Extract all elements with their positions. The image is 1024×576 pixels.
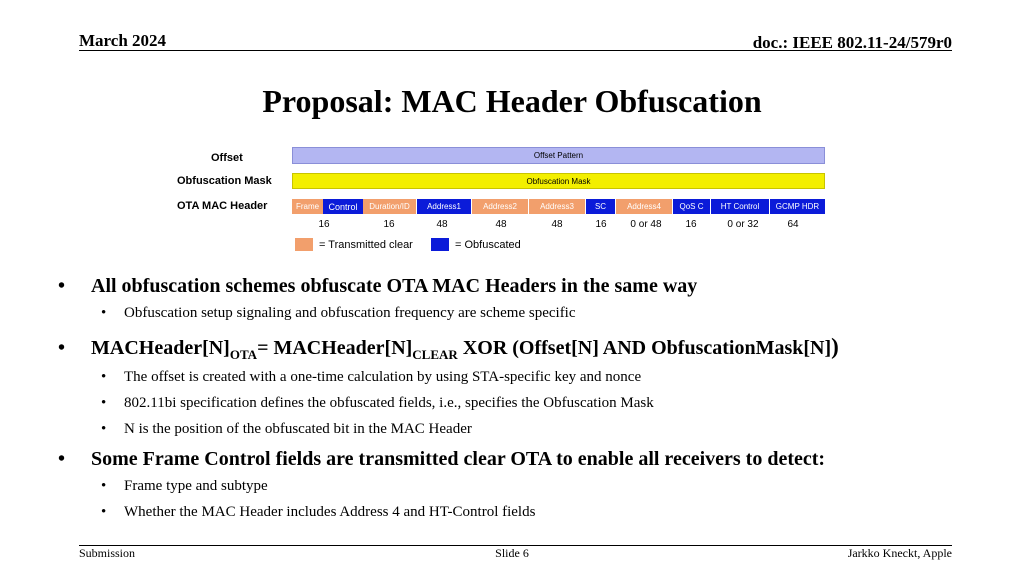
- footer-slide-number: Slide 6: [495, 546, 529, 560]
- field-frame-clear: Frame: [292, 199, 323, 214]
- row-label-offset: Offset: [211, 152, 243, 164]
- bits-address4: 0 or 48: [630, 219, 662, 230]
- header-date: March 2024: [79, 31, 167, 50]
- bullet-2-1-text: The offset is created with a one-time calculation by using STA-specific key and nonce: [124, 369, 642, 385]
- formula-part: XOR (Offset[N] AND ObfuscationMask[N]: [457, 337, 832, 359]
- formula-part: = MACHeader[N]: [257, 337, 413, 359]
- bullet-marker: •: [58, 448, 66, 470]
- legend-clear-label: = Transmitted clear: [319, 238, 413, 251]
- field-address2: Address2: [472, 199, 529, 214]
- formula-sub-ota: OTA: [229, 347, 258, 362]
- bullet-marker: •: [101, 478, 107, 494]
- field-duration-id: Duration/ID: [363, 199, 417, 214]
- footer-submission: Submission: [79, 546, 136, 560]
- formula-close-paren: ): [831, 334, 839, 359]
- bullet-marker: •: [101, 395, 107, 411]
- bullet-3-text: Some Frame Control fields are transmitted clear OTA to enable all receivers to detect:: [91, 448, 826, 470]
- ota-mac-header-fields: [292, 199, 825, 214]
- field-qos-control: QoS C: [673, 199, 711, 214]
- bullet-marker: •: [58, 337, 66, 359]
- bullet-2: [58, 334, 839, 363]
- bits-address3: 48: [551, 219, 563, 230]
- bullet-2-1: [101, 369, 641, 386]
- formula-sub-clear: CLEAR: [412, 347, 458, 362]
- bits-ht-control: 0 or 32: [727, 219, 759, 230]
- field-gcmp-hdr: GCMP HDR: [770, 199, 825, 214]
- bullet-marker: •: [101, 305, 107, 321]
- bits-gcmp: 64: [787, 219, 799, 230]
- field-control-obfuscated: Control: [323, 199, 363, 214]
- formula-part: MACHeader[N]: [91, 337, 230, 359]
- field-address1: Address1: [417, 199, 472, 214]
- bullet-marker: •: [58, 275, 66, 297]
- bullet-marker: •: [101, 421, 107, 437]
- bullet-2-3: [101, 421, 472, 438]
- bullet-3: [58, 448, 825, 471]
- legend-clear-swatch: [295, 238, 313, 251]
- field-frame-control: [292, 199, 363, 214]
- legend-obfuscated: [431, 238, 521, 251]
- bullet-2-3-text: N is the position of the obfuscated bit in the MAC Header: [124, 421, 472, 437]
- legend-obfuscated-swatch: [431, 238, 449, 251]
- bits-qos: 16: [685, 219, 697, 230]
- bullet-3-1-text: Frame type and subtype: [124, 478, 268, 494]
- bullet-marker: •: [101, 504, 107, 520]
- header-rule: [79, 50, 952, 51]
- bullet-3-2-text: Whether the MAC Header includes Address 4 and HT-Control fields: [124, 504, 536, 520]
- field-sc: SC: [586, 199, 616, 214]
- bits-sc: 16: [595, 219, 607, 230]
- bullet-1: [58, 275, 697, 298]
- bullet-2-formula: [91, 334, 839, 363]
- field-address4: Address4: [616, 199, 673, 214]
- footer-author: Jarkko Kneckt, Apple: [847, 546, 952, 560]
- bits-frame-control: 16: [318, 219, 330, 230]
- row-label-ota: OTA MAC Header: [177, 200, 268, 212]
- bullet-1-1: [101, 305, 576, 322]
- bullet-marker: •: [101, 369, 107, 385]
- bullet-1-1-text: Obfuscation setup signaling and obfuscation frequency are scheme specific: [124, 305, 576, 321]
- bullet-2-2: [101, 395, 654, 412]
- offset-pattern-bar: Offset Pattern: [292, 147, 825, 164]
- bits-duration: 16: [383, 219, 395, 230]
- row-label-mask: Obfuscation Mask: [177, 175, 272, 187]
- legend-obfuscated-label: = Obfuscated: [455, 238, 521, 251]
- bits-address1: 48: [436, 219, 448, 230]
- bullet-3-1: [101, 478, 268, 495]
- header-doc-id: doc.: IEEE 802.11-24/579r0: [752, 33, 952, 52]
- bullet-1-text: All obfuscation schemes obfuscate OTA MAC Headers in the same way: [91, 275, 698, 297]
- bullet-3-2: [101, 504, 535, 521]
- obfuscation-mask-bar: Obfuscation Mask: [292, 173, 825, 189]
- slide-title: Proposal: MAC Header Obfuscation: [262, 83, 762, 119]
- field-ht-control: HT Control: [711, 199, 770, 214]
- bits-address2: 48: [495, 219, 507, 230]
- bullet-2-2-text: 802.11bi specification defines the obfuscated fields, i.e., specifies the Obfuscation Mask: [124, 395, 654, 411]
- field-address3: Address3: [529, 199, 586, 214]
- legend-clear: [295, 238, 413, 251]
